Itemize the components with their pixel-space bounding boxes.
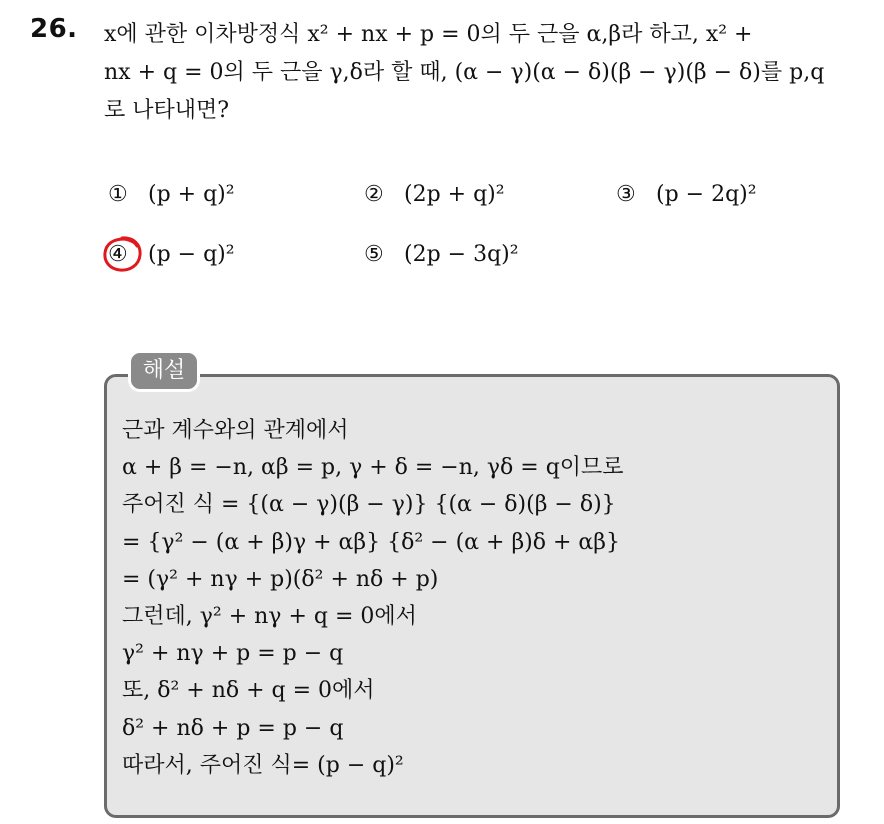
solution-line: δ² + nδ + p = p − q	[122, 715, 344, 741]
option-number: ①	[108, 182, 128, 207]
solution-text	[122, 412, 822, 784]
option-number: ③	[616, 182, 636, 207]
option-3[interactable]	[616, 180, 757, 210]
solution-line: 주어진 식 = {(α − γ)(β − γ)} {(α − δ)(β − δ)}	[122, 492, 616, 518]
option-text: (2p − 3q)²	[404, 242, 519, 267]
option-number: ②	[364, 182, 384, 207]
option-2[interactable]	[364, 180, 505, 210]
option-text: (p − q)²	[148, 242, 235, 267]
option-number	[108, 240, 148, 270]
question-line: x에 관한 이차방정식 x² + nx + p = 0의 두 근을 α,β라 하고, x² +	[104, 22, 753, 47]
question-text	[104, 16, 874, 130]
question-number: 26.	[30, 14, 78, 44]
option-text: (p − 2q)²	[656, 182, 757, 207]
option-1[interactable]	[108, 180, 235, 210]
solution-line: 따라서, 주어진 식= (p − q)²	[122, 752, 404, 778]
solution-line: α + β = −n, αβ = p, γ + δ = −n, γδ = q이므로	[122, 455, 624, 481]
solution-label: 해설	[128, 350, 200, 392]
option-number: ⑤	[364, 242, 384, 267]
option-5[interactable]	[364, 240, 519, 270]
solution-line: = {γ² − (α + β)γ + αβ} {δ² − (α + β)δ + αβ}	[122, 529, 620, 555]
solution-line: 또, δ² + nδ + q = 0에서	[122, 678, 375, 704]
solution-line: 근과 계수와의 관계에서	[122, 418, 349, 443]
answer-mark-circle-icon	[100, 234, 144, 274]
solution-line: γ² + nγ + p = p − q	[122, 641, 344, 667]
solution-line: 그런데, γ² + nγ + q = 0에서	[122, 603, 417, 629]
question-line: nx + q = 0의 두 근을 γ,δ라 할 때, (α − γ)(α − δ)(β − γ)(β − δ)를 p,q	[104, 60, 825, 85]
option-4[interactable]	[108, 240, 235, 270]
option-text: (2p + q)²	[404, 182, 505, 207]
question-line: 로 나타내면?	[104, 98, 230, 123]
option-number-label: ④	[108, 242, 128, 267]
option-text: (p + q)²	[148, 182, 235, 207]
solution-line: = (γ² + nγ + p)(δ² + nδ + p)	[122, 566, 439, 592]
